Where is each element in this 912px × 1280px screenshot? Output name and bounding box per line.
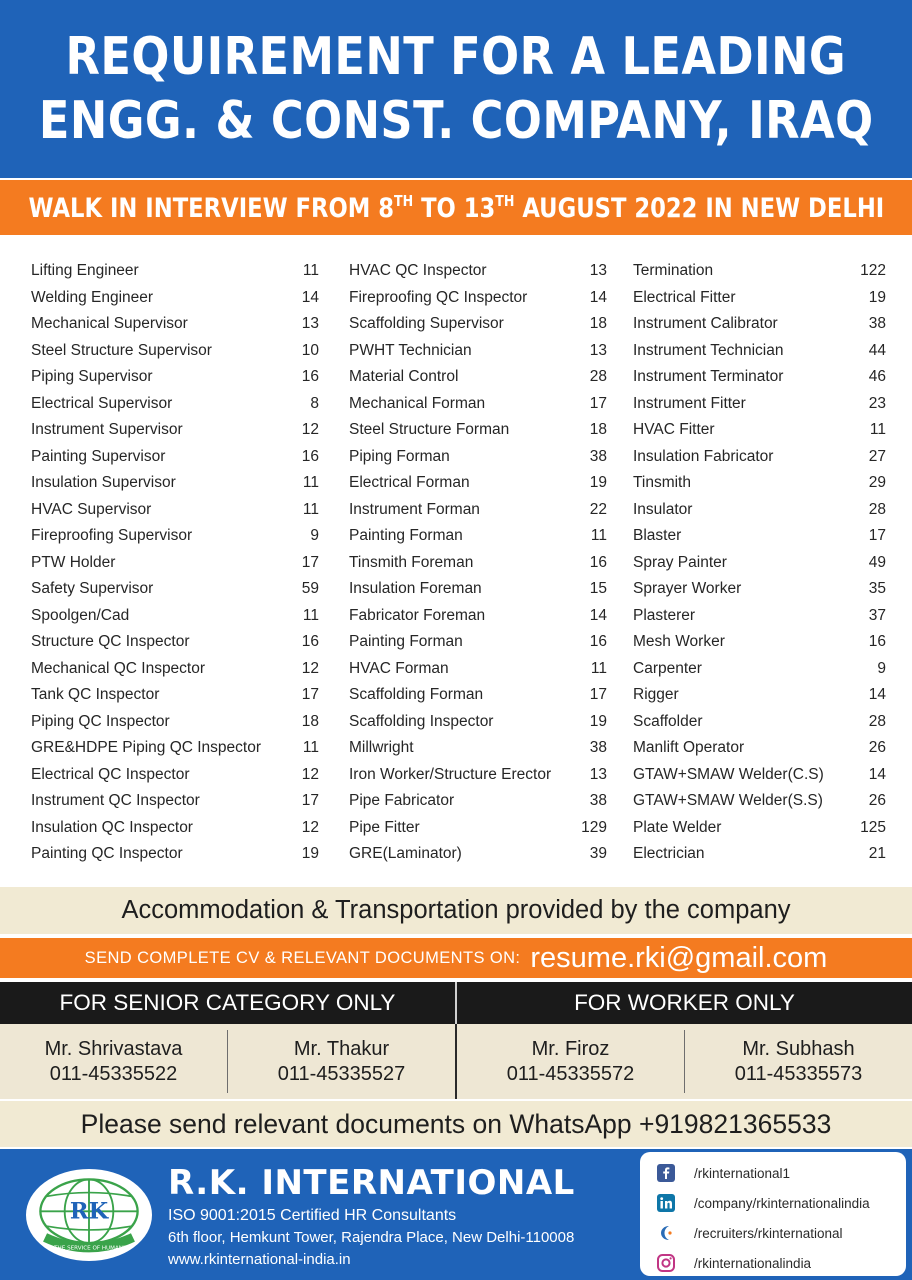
job-count: 17 — [589, 686, 607, 703]
job-row — [349, 550, 607, 577]
job-list — [0, 258, 912, 868]
job-row — [633, 311, 886, 338]
job-count: 13 — [589, 262, 607, 279]
job-title: Mesh Worker — [633, 633, 725, 650]
social-handle: /company/rkinternationalindia — [694, 1195, 870, 1211]
job-row — [349, 576, 607, 603]
job-count: 17 — [868, 527, 886, 544]
job-count: 26 — [868, 792, 886, 809]
job-row — [633, 603, 886, 630]
job-title: Fabricator Foreman — [349, 606, 486, 624]
title-line-2: ENGG. & CONST. COMPANY, IRAQ — [38, 91, 874, 151]
job-title: Pipe Fabricator — [349, 792, 455, 809]
job-count: 28 — [868, 500, 886, 518]
contact-name: Mr. Thakur — [293, 1037, 390, 1060]
job-row — [31, 497, 319, 524]
job-count: 17 — [301, 686, 319, 703]
job-title: Plasterer — [633, 606, 696, 624]
walkin-text — [28, 192, 884, 224]
job-title: Painting QC Inspector — [31, 845, 183, 862]
job-title: Instrument Terminator — [633, 368, 784, 385]
job-title: GRE&HDPE Piping QC Inspector — [31, 739, 262, 756]
job-row — [633, 444, 886, 471]
job-row — [31, 656, 319, 683]
job-row — [633, 391, 886, 418]
naukri-icon — [656, 1223, 676, 1243]
job-count: 22 — [589, 500, 607, 518]
job-row — [633, 364, 886, 391]
job-row — [31, 682, 319, 709]
job-count: 26 — [868, 739, 886, 756]
job-count: 17 — [301, 553, 319, 571]
walkin-sup-2: TH — [494, 191, 515, 210]
job-count: 16 — [301, 447, 319, 465]
job-row — [31, 338, 319, 365]
job-title: GTAW+SMAW Welder(S.S) — [633, 792, 823, 809]
job-count: 37 — [868, 606, 886, 624]
job-title: Electrical Forman — [349, 474, 470, 491]
globe-logo-icon — [29, 1172, 149, 1258]
contact-name: Mr. Firoz — [531, 1037, 610, 1060]
job-count: 11 — [590, 659, 607, 677]
job-row — [31, 417, 319, 444]
job-count: 8 — [310, 394, 319, 412]
job-count: 12 — [301, 818, 319, 836]
contact-card — [457, 1024, 684, 1099]
job-count: 15 — [589, 580, 607, 597]
job-row — [31, 470, 319, 497]
job-title: Carpenter — [633, 659, 702, 677]
job-count: 11 — [302, 474, 319, 491]
walkin-part-2: TO 13 — [412, 192, 495, 224]
job-count: 125 — [860, 818, 886, 836]
job-title: Tank QC Inspector — [31, 686, 160, 703]
job-title: Tinsmith — [633, 474, 691, 491]
job-count: 12 — [301, 765, 319, 783]
social-links — [640, 1152, 906, 1276]
job-title: HVAC Forman — [349, 659, 449, 677]
job-title: Instrument QC Inspector — [31, 792, 200, 809]
job-title: Insulation Foreman — [349, 580, 482, 597]
job-row — [31, 762, 319, 789]
job-title: Instrument Forman — [349, 500, 480, 518]
job-count: 38 — [868, 315, 886, 332]
job-row — [349, 391, 607, 418]
job-row — [349, 682, 607, 709]
job-row — [349, 497, 607, 524]
job-row — [633, 258, 886, 285]
job-title: Electrical Fitter — [633, 288, 736, 306]
job-row — [349, 470, 607, 497]
job-count: 28 — [589, 368, 607, 385]
job-title: Painting Forman — [349, 633, 463, 650]
job-count: 11 — [302, 500, 319, 518]
contact-name: Mr. Shrivastava — [44, 1037, 183, 1060]
job-count: 18 — [301, 712, 319, 730]
job-row — [633, 788, 886, 815]
job-title: Scaffolding Inspector — [349, 712, 494, 730]
job-title: Manlift Operator — [633, 739, 745, 756]
job-title: GRE(Laminator) — [349, 845, 462, 862]
title-line-1: REQUIREMENT FOR A LEADING — [65, 27, 847, 87]
job-row — [349, 815, 607, 842]
job-row — [31, 629, 319, 656]
job-count: 19 — [589, 474, 607, 491]
job-row — [31, 576, 319, 603]
job-title: Insulation Fabricator — [633, 447, 774, 465]
job-count: 122 — [860, 262, 886, 279]
job-title: Insulation Supervisor — [31, 474, 176, 491]
svg-text:IN THE SERVICE OF HUMANITY: IN THE SERVICE OF HUMANITY — [46, 1245, 132, 1252]
job-count: 19 — [868, 288, 886, 306]
contact-card — [0, 1024, 227, 1099]
job-row — [633, 338, 886, 365]
job-title: Sprayer Worker — [633, 580, 742, 597]
social-handle: /rkinternational1 — [694, 1165, 791, 1181]
job-title: GTAW+SMAW Welder(C.S) — [633, 765, 824, 783]
company-address: 6th floor, Hemkunt Tower, Rajendra Place, New Delhi-110008 — [168, 1229, 575, 1246]
job-row — [349, 762, 607, 789]
social-row-facebook[interactable] — [656, 1158, 906, 1188]
company-name: R.K. INTERNATIONAL — [168, 1163, 575, 1203]
job-title: Safety Supervisor — [31, 580, 154, 597]
job-title: Scaffolding Supervisor — [349, 315, 504, 332]
job-row — [31, 603, 319, 630]
job-title: Lifting Engineer — [31, 262, 139, 279]
job-row — [349, 417, 607, 444]
walkin-sup-1: TH — [393, 191, 413, 210]
job-count: 39 — [589, 845, 607, 862]
job-row — [349, 788, 607, 815]
company-logo — [26, 1169, 152, 1261]
job-count: 9 — [310, 527, 319, 544]
walkin-banner — [0, 180, 912, 235]
job-count: 19 — [301, 845, 319, 862]
social-row-linkedin[interactable] — [656, 1188, 906, 1218]
contact-name: Mr. Subhash — [742, 1037, 855, 1060]
job-column-2 — [349, 258, 607, 868]
send-cv-email[interactable]: resume.rki@gmail.com — [530, 941, 828, 974]
job-row — [31, 391, 319, 418]
job-title: HVAC Supervisor — [31, 500, 152, 518]
job-row — [349, 841, 607, 868]
job-title: Steel Structure Supervisor — [31, 341, 212, 359]
job-count: 18 — [589, 421, 607, 438]
job-title: Plate Welder — [633, 818, 722, 836]
job-column-3 — [633, 258, 886, 868]
job-title: Electrical QC Inspector — [31, 765, 190, 783]
contact-phone[interactable]: 011-45335572 — [506, 1062, 635, 1085]
social-handle: /recruiters/rkinternational — [694, 1225, 843, 1241]
job-title: Pipe Fitter — [349, 818, 420, 836]
job-title: Spray Painter — [633, 553, 727, 571]
job-row — [349, 656, 607, 683]
job-title: Millwright — [349, 739, 414, 756]
contact-phone[interactable]: 011-45335573 — [734, 1062, 863, 1085]
job-row — [31, 815, 319, 842]
job-title: PWHT Technician — [349, 341, 472, 359]
company-certification: ISO 9001:2015 Certified HR Consultants — [168, 1207, 457, 1224]
job-count: 13 — [589, 765, 607, 783]
job-count: 11 — [302, 739, 319, 756]
job-title: Material Control — [349, 368, 459, 385]
job-count: 35 — [868, 580, 886, 597]
job-count: 19 — [589, 712, 607, 730]
job-title: Piping QC Inspector — [31, 712, 170, 730]
job-title: Electrician — [633, 845, 705, 862]
job-row — [633, 417, 886, 444]
job-title: Instrument Supervisor — [31, 421, 183, 438]
job-title: Piping Forman — [349, 447, 450, 465]
job-row — [31, 285, 319, 312]
job-row — [349, 258, 607, 285]
job-title: Insulation QC Inspector — [31, 818, 193, 836]
job-title: Structure QC Inspector — [31, 633, 190, 650]
job-title: PTW Holder — [31, 553, 116, 571]
job-row — [31, 311, 319, 338]
job-count: 21 — [868, 845, 886, 862]
job-title: Rigger — [633, 686, 679, 703]
job-title: Iron Worker/Structure Erector — [349, 765, 552, 783]
job-count: 129 — [581, 818, 607, 836]
job-row — [31, 258, 319, 285]
job-title: Fireproofing Supervisor — [31, 527, 193, 544]
job-count: 46 — [868, 368, 886, 385]
job-row — [31, 364, 319, 391]
contact-phone[interactable]: 011-45335527 — [277, 1062, 406, 1085]
job-title: Painting Forman — [349, 527, 463, 544]
job-count: 12 — [301, 421, 319, 438]
job-title: Insulator — [633, 500, 693, 518]
job-row — [349, 735, 607, 762]
job-count: 16 — [301, 633, 319, 650]
company-website[interactable]: www.rkinternational-india.in — [168, 1251, 351, 1268]
job-title: Instrument Calibrator — [633, 315, 778, 332]
job-count: 16 — [589, 633, 607, 650]
accommodation-banner: Accommodation & Transportation provided by the company — [0, 887, 912, 934]
job-count: 38 — [589, 792, 607, 809]
job-title: Mechanical Supervisor — [31, 315, 188, 332]
worker-category-label: FOR WORKER ONLY — [574, 990, 795, 1015]
job-row — [349, 603, 607, 630]
job-count: 11 — [302, 262, 319, 279]
job-row — [633, 709, 886, 736]
job-column-1 — [31, 258, 319, 868]
job-count: 23 — [868, 394, 886, 412]
social-row-naukri[interactable] — [656, 1218, 906, 1248]
linkedin-icon — [656, 1193, 676, 1213]
job-count: 59 — [301, 580, 319, 597]
job-title: HVAC Fitter — [633, 421, 715, 438]
job-row — [349, 311, 607, 338]
job-count: 12 — [301, 659, 319, 677]
job-row — [633, 523, 886, 550]
job-row — [349, 338, 607, 365]
job-row — [31, 523, 319, 550]
job-count: 14 — [589, 288, 607, 306]
job-title: Instrument Technician — [633, 341, 784, 359]
job-count: 17 — [589, 394, 607, 412]
job-count: 49 — [868, 553, 886, 571]
company-info — [168, 1163, 575, 1271]
job-count: 16 — [589, 553, 607, 571]
job-title: HVAC QC Inspector — [349, 262, 487, 279]
job-row — [633, 470, 886, 497]
job-count: 17 — [301, 792, 319, 809]
contacts-row — [0, 1024, 912, 1099]
job-count: 16 — [868, 633, 886, 650]
job-count: 38 — [589, 739, 607, 756]
job-count: 14 — [868, 765, 886, 783]
job-count: 9 — [877, 659, 886, 677]
job-title: Fireproofing QC Inspector — [349, 288, 528, 306]
job-title: Painting Supervisor — [31, 447, 166, 465]
job-count: 14 — [868, 686, 886, 703]
job-count: 11 — [590, 527, 607, 544]
job-row — [633, 841, 886, 868]
instagram-icon — [656, 1253, 676, 1273]
job-count: 29 — [868, 474, 886, 491]
svg-text:RK: RK — [69, 1198, 109, 1225]
job-count: 18 — [589, 315, 607, 332]
job-count: 10 — [301, 341, 319, 359]
job-title: Scaffolder — [633, 712, 703, 730]
job-count: 13 — [589, 341, 607, 359]
job-row — [633, 762, 886, 789]
send-cv-label: SEND COMPLETE CV & RELEVANT DOCUMENTS ON: — [84, 948, 521, 967]
job-count: 14 — [589, 606, 607, 624]
walkin-part-3: AUGUST 2022 IN NEW DELHI — [514, 192, 884, 224]
job-row — [31, 444, 319, 471]
facebook-icon — [656, 1163, 676, 1183]
job-row — [31, 550, 319, 577]
header-banner — [0, 0, 912, 178]
job-row — [31, 841, 319, 868]
job-title: Steel Structure Forman — [349, 421, 510, 438]
send-cv-banner — [0, 938, 912, 978]
job-row — [633, 656, 886, 683]
job-row — [633, 815, 886, 842]
job-title: Tinsmith Foreman — [349, 553, 474, 571]
job-count: 44 — [868, 341, 886, 359]
job-title: Instrument Fitter — [633, 394, 746, 412]
job-title: Blaster — [633, 527, 682, 544]
whatsapp-banner: Please send relevant documents on WhatsApp +919821365533 — [0, 1101, 912, 1147]
walkin-part-1: WALK IN INTERVIEW FROM 8 — [28, 192, 394, 224]
senior-category-label: FOR SENIOR CATEGORY ONLY — [59, 990, 396, 1015]
job-count: 38 — [589, 447, 607, 465]
job-row — [633, 285, 886, 312]
job-title: Electrical Supervisor — [31, 394, 173, 412]
social-handle: /rkinternationalindia — [694, 1255, 812, 1271]
job-row — [31, 788, 319, 815]
contact-card — [685, 1024, 912, 1099]
contact-card — [228, 1024, 455, 1099]
job-row — [349, 444, 607, 471]
job-title: Mechanical Forman — [349, 394, 486, 412]
job-title: Scaffolding Forman — [349, 686, 484, 703]
job-row — [31, 709, 319, 736]
job-row — [31, 735, 319, 762]
job-title: Spoolgen/Cad — [31, 606, 130, 624]
job-row — [633, 497, 886, 524]
job-count: 28 — [868, 712, 886, 730]
job-row — [633, 576, 886, 603]
job-row — [633, 550, 886, 577]
job-title: Termination — [633, 262, 714, 279]
job-title: Piping Supervisor — [31, 368, 153, 385]
social-row-instagram[interactable] — [656, 1248, 906, 1278]
job-count: 27 — [868, 447, 886, 465]
job-count: 14 — [301, 288, 319, 306]
job-row — [349, 629, 607, 656]
category-header — [0, 982, 912, 1024]
job-title: Mechanical QC Inspector — [31, 659, 206, 677]
job-count: 13 — [301, 315, 319, 332]
contact-phone[interactable]: 011-45335522 — [49, 1062, 178, 1085]
job-count: 11 — [869, 421, 886, 438]
job-row — [633, 682, 886, 709]
job-count: 16 — [301, 368, 319, 385]
job-count: 11 — [302, 606, 319, 624]
job-row — [633, 629, 886, 656]
job-row — [633, 735, 886, 762]
job-row — [349, 285, 607, 312]
job-row — [349, 709, 607, 736]
job-row — [349, 523, 607, 550]
job-row — [349, 364, 607, 391]
job-title: Welding Engineer — [31, 288, 154, 306]
